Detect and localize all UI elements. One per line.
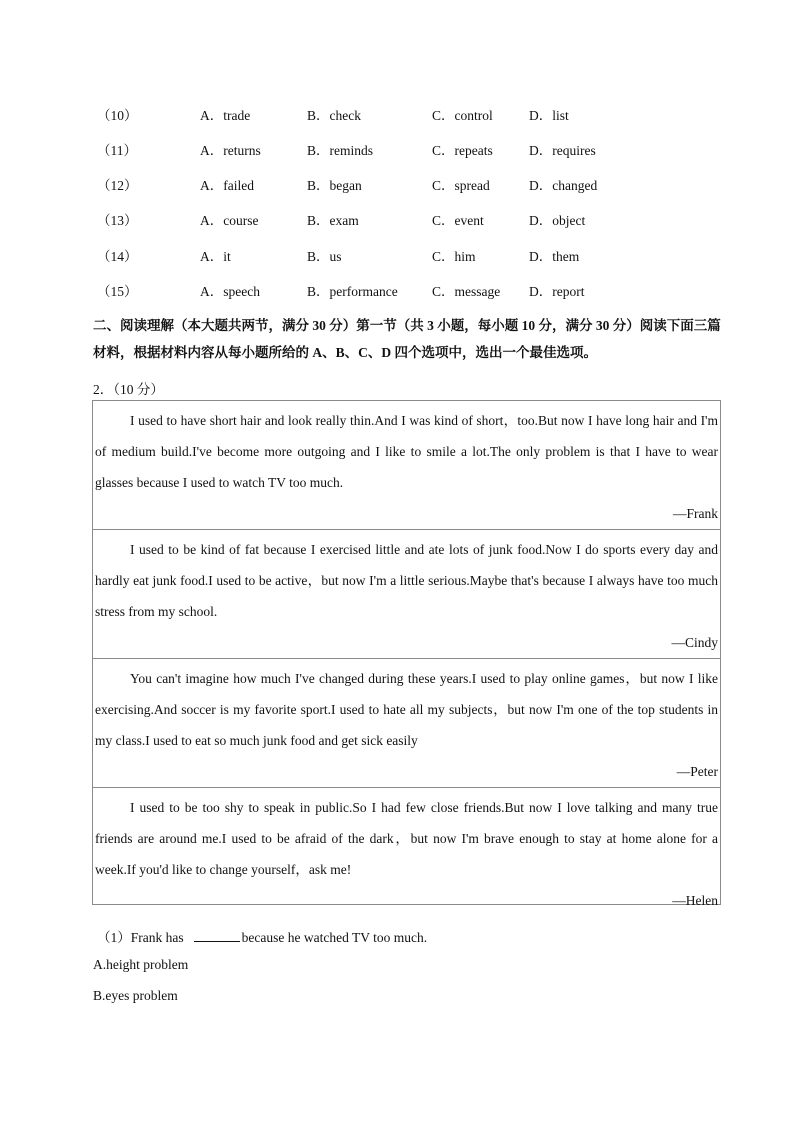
answer-blank	[194, 929, 240, 942]
option-a: A．trade	[200, 108, 251, 123]
option-a: A．returns	[200, 143, 261, 158]
option-b: B．exam	[307, 213, 359, 228]
option-row-14	[0, 245, 794, 265]
sub-question-prefix: （1）Frank has	[97, 930, 184, 945]
option-d: D．requires	[529, 143, 596, 158]
option-row-13	[0, 209, 794, 229]
option-d: D．changed	[529, 178, 598, 193]
option-c: C．repeats	[432, 143, 493, 158]
option-d: D．list	[529, 108, 569, 123]
option-row-11	[0, 139, 794, 159]
option-d: D．them	[529, 249, 580, 264]
sub-question-suffix: because he watched TV too much.	[241, 930, 428, 945]
passages-table	[92, 400, 721, 908]
passage-signature: —Frank	[673, 506, 718, 521]
question-number: （13）	[97, 213, 138, 228]
question-label: 2．（10 分）	[93, 382, 164, 397]
option-a: A．failed	[200, 178, 254, 193]
option-c: C．control	[432, 108, 493, 123]
passage-helen	[93, 788, 720, 908]
passage-peter	[93, 659, 720, 788]
passage-text: I used to have short hair and look really thin.And I was kind of short，too.But now I have long hair and I'm of medium build.I've become more outgoing and I like to smile a lot.The only problem is that I have to wear glasses because I used to watch TV too much.	[95, 413, 718, 490]
option-row-12	[0, 174, 794, 194]
option-b: B．reminds	[307, 143, 373, 158]
option-d: D．report	[529, 284, 585, 299]
option-a: A．course	[200, 213, 259, 228]
option-b: B．began	[307, 178, 362, 193]
option-c: C．him	[432, 249, 476, 264]
passage-signature: —Helen	[672, 893, 718, 908]
option-row-10	[0, 104, 794, 124]
option-a: A．it	[200, 249, 231, 264]
answer-option-a: A.height problem	[93, 957, 189, 972]
passage-signature: —Peter	[676, 764, 718, 779]
section-heading: 二、阅读理解（本大题共两节，满分 30 分）第一节（共 3 小题，每小题 10 分，满分 30 分）阅读下面三篇材料，根据材料内容从每小题所给的 A、B、C、D 四个选项中，选出一个最佳选项。	[93, 318, 721, 360]
passage-text: I used to be kind of fat because I exercised little and ate lots of junk food.Now I do sports every day and hardly eat junk food.I used to be active，but now I'm a little serious.Maybe that's because I always have too much stress from my school.	[95, 542, 718, 619]
passage-frank	[93, 401, 720, 530]
passage-signature: —Cindy	[671, 635, 718, 650]
question-number: （10）	[97, 108, 138, 123]
option-a: A．speech	[200, 284, 260, 299]
option-d: D．object	[529, 213, 586, 228]
question-number: （11）	[97, 143, 137, 158]
passage-text: You can't imagine how much I've changed during these years.I used to play online games，but now I like exercising.And soccer is my favorite sport.I used to hate all my subjects，but now I'm one of the top students in my class.I used to eat so much junk food and get sick easily	[95, 671, 718, 748]
answer-option-b: B.eyes problem	[93, 988, 178, 1003]
sub-question	[97, 926, 427, 946]
option-c: C．message	[432, 284, 501, 299]
option-b: B．performance	[307, 284, 398, 299]
question-number: （15）	[97, 284, 138, 299]
passage-text: I used to be too shy to speak in public.So I had few close friends.But now I love talking and many true friends are around me.I used to be afraid of the dark，but now I'm brave enough to stay at home alone for a week.If you'd like to change yourself，ask me!	[95, 800, 718, 877]
question-number: （12）	[97, 178, 138, 193]
option-b: B．check	[307, 108, 361, 123]
option-c: C．spread	[432, 178, 490, 193]
option-row-15	[0, 280, 794, 300]
question-number: （14）	[97, 249, 138, 264]
option-b: B．us	[307, 249, 342, 264]
passage-cindy	[93, 530, 720, 659]
option-c: C．event	[432, 213, 484, 228]
